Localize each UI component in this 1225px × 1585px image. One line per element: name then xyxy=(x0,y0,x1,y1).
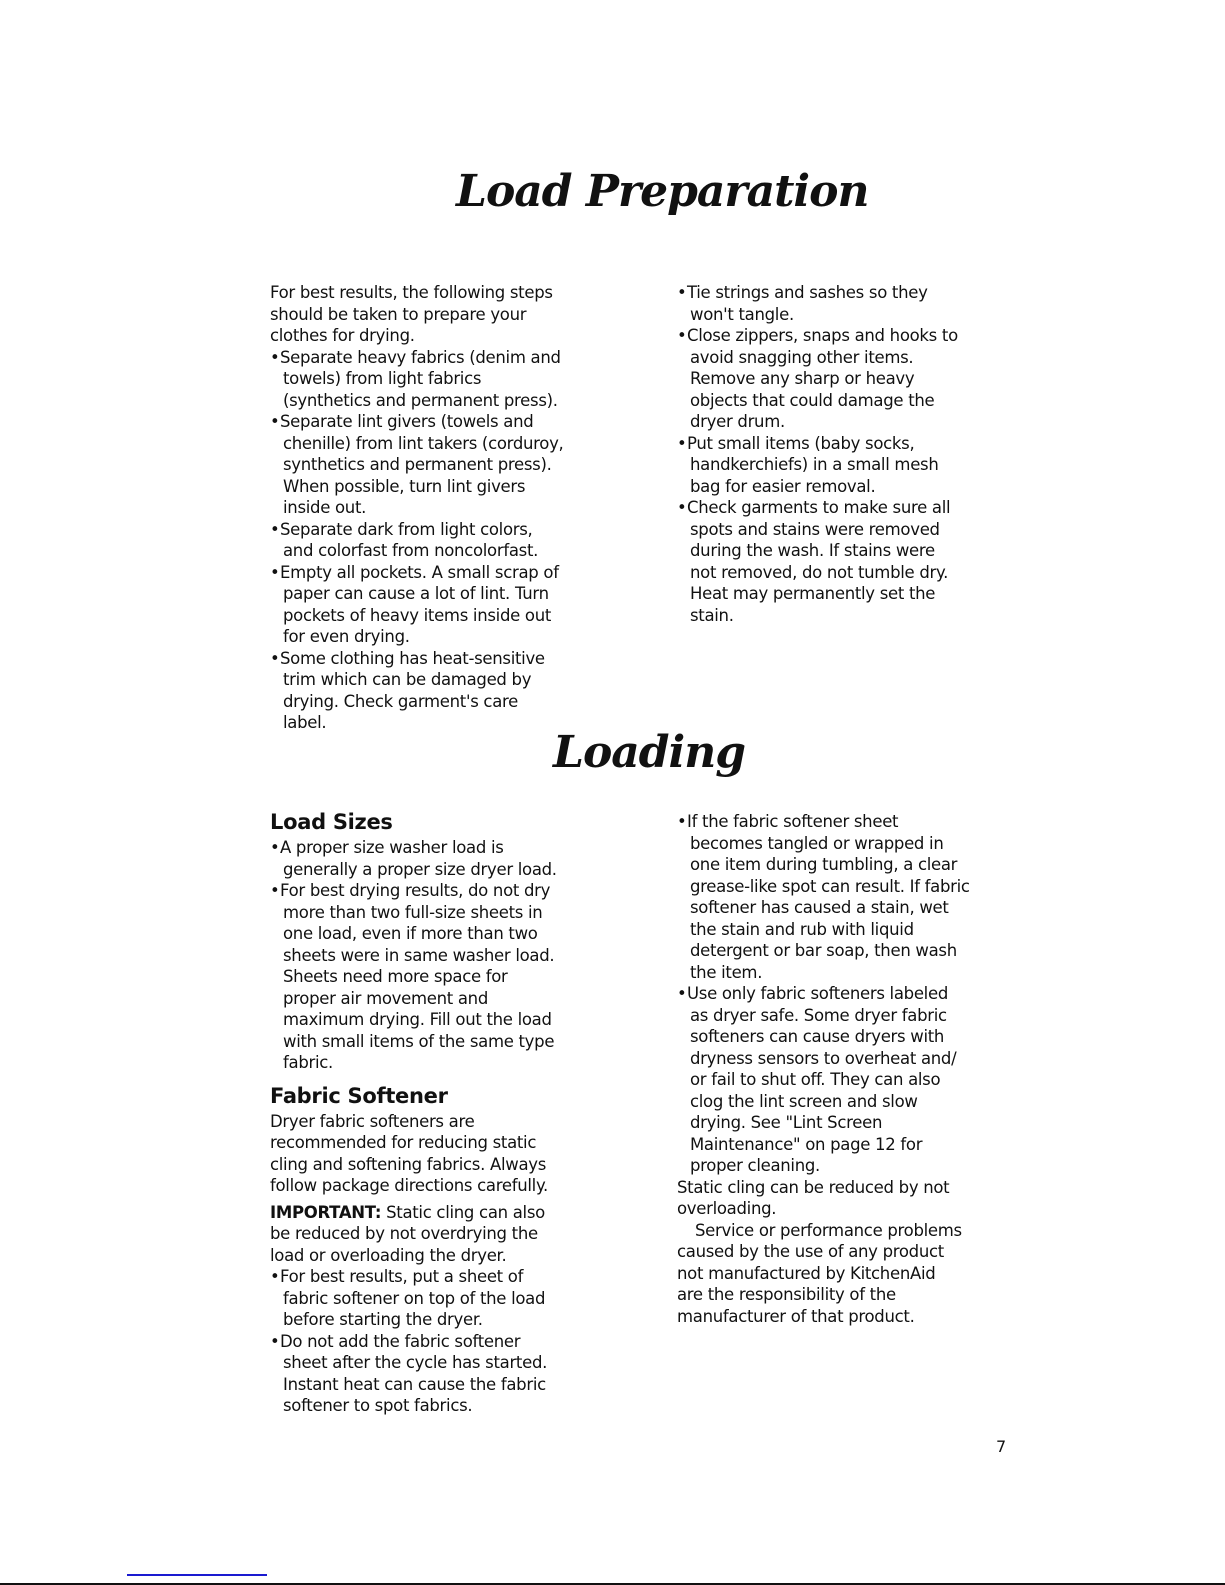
text-line: the item. xyxy=(690,962,763,982)
text-line: not manufactured by KitchenAid xyxy=(677,1263,936,1283)
text-line: one load, even if more than two xyxy=(283,924,538,943)
text-line: sheets were in same washer load. xyxy=(283,945,555,965)
subheading: Fabric Softener xyxy=(270,1083,448,1108)
text-line: Static cling can also xyxy=(381,1202,545,1222)
text-line: label. xyxy=(283,713,327,732)
bullet-item: • If the fabric softener sheet xyxy=(677,811,970,833)
subheading: Load Sizes xyxy=(270,810,393,834)
text-line: handkerchiefs) in a small mesh xyxy=(690,455,939,474)
text-line: clog the lint screen and slow xyxy=(690,1091,918,1111)
text-line: follow package directions carefully. xyxy=(270,1176,549,1195)
text-line: paper can cause a lot of lint. Turn xyxy=(283,584,549,603)
bullet-item: • For best results, put a sheet of xyxy=(270,1266,557,1288)
text-line: Remove any sharp or heavy xyxy=(690,369,915,388)
bullet-item: • Empty all pockets. A small scrap of xyxy=(270,562,564,584)
text-line: load or overloading the dryer. xyxy=(270,1245,507,1265)
text-line: won't tangle. xyxy=(690,304,794,324)
text-line: fabric. xyxy=(283,1053,333,1072)
text-line: drying. Check garment's care xyxy=(283,691,518,711)
text-line: maximum drying. Fill out the load xyxy=(283,1010,552,1029)
important-note-line xyxy=(270,1202,557,1224)
text-line: For best results, the following steps xyxy=(270,283,553,302)
text-line: towels) from light fabrics xyxy=(283,369,482,388)
important-label: IMPORTANT: xyxy=(270,1202,382,1222)
section-title-load-preparation: Load Preparation xyxy=(456,166,869,217)
text-line: are the responsibility of the xyxy=(677,1285,896,1304)
text-line: softener has caused a stain, wet xyxy=(690,898,949,917)
loading-left-column xyxy=(270,808,557,1417)
text-line: before starting the dryer. xyxy=(283,1310,483,1329)
text-line: clothes for drying. xyxy=(270,326,415,345)
section-title-loading: Loading xyxy=(553,727,746,778)
text-line: dryer drum. xyxy=(690,412,785,431)
text-line: bag for easier removal. xyxy=(690,476,876,496)
bullet-item: • Do not add the fabric softener xyxy=(270,1331,557,1353)
text-line: softener to spot fabrics. xyxy=(283,1396,473,1415)
text-line: not removed, do not tumble dry. xyxy=(690,562,949,582)
text-line: proper cleaning. xyxy=(690,1156,820,1175)
text-line: avoid snagging other items. xyxy=(690,347,914,367)
text-line: becomes tangled or wrapped in xyxy=(690,833,944,853)
text-line: dryness sensors to overheat and/ xyxy=(690,1048,957,1068)
text-line: grease-like spot can result. If fabric xyxy=(690,876,970,896)
text-line: Dryer fabric softeners are xyxy=(270,1111,475,1131)
text-line: synthetics and permanent press). xyxy=(283,455,552,474)
text-line: cling and softening fabrics. Always xyxy=(270,1154,547,1174)
bullet-item: • Separate heavy fabrics (denim and xyxy=(270,347,564,369)
text-line: the stain and rub with liquid xyxy=(690,919,914,939)
text-line: trim which can be damaged by xyxy=(283,670,532,689)
page-number: 7 xyxy=(996,1437,1007,1456)
text-line: fabric softener on top of the load xyxy=(283,1288,546,1308)
text-line: Service or performance problems xyxy=(695,1220,962,1240)
text-line: inside out. xyxy=(283,498,367,517)
loading-right-column xyxy=(677,811,970,1327)
bullet-item: • Close zippers, snaps and hooks to xyxy=(677,325,958,347)
text-line: as dryer safe. Some dryer fabric xyxy=(690,1005,947,1025)
text-line: pockets of heavy items inside out xyxy=(283,605,552,625)
text-line: be reduced by not overdrying the xyxy=(270,1224,538,1243)
text-line: with small items of the same type xyxy=(283,1031,555,1051)
bullet-item: • Separate dark from light colors, xyxy=(270,519,564,541)
text-line: for even drying. xyxy=(283,627,410,646)
text-line: Static cling can be reduced by not xyxy=(677,1177,950,1197)
text-line: and colorfast from noncolorfast. xyxy=(283,541,539,560)
bullet-item: • Check garments to make sure all xyxy=(677,497,958,519)
load-preparation-left-column xyxy=(270,282,564,734)
text-line: sheet after the cycle has started. xyxy=(283,1353,548,1372)
text-line: spots and stains were removed xyxy=(690,519,940,539)
bullet-item: • For best drying results, do not dry xyxy=(270,880,557,902)
text-line: should be taken to prepare your xyxy=(270,304,527,324)
text-line: Instant heat can cause the fabric xyxy=(283,1374,546,1394)
bullet-item: • Use only fabric softeners labeled xyxy=(677,983,970,1005)
text-line: Sheets need more space for xyxy=(283,967,508,986)
text-line: caused by the use of any product xyxy=(677,1242,944,1261)
text-line: detergent or bar soap, then wash xyxy=(690,941,957,960)
text-line: chenille) from lint takers (corduroy, xyxy=(283,433,564,453)
text-line: Maintenance" on page 12 for xyxy=(690,1134,923,1154)
text-line: objects that could damage the xyxy=(690,390,935,410)
bullet-item: • Separate lint givers (towels and xyxy=(270,411,564,433)
bullet-item: • A proper size washer load is xyxy=(270,837,557,859)
text-line: drying. See "Lint Screen xyxy=(690,1113,883,1132)
text-line: recommended for reducing static xyxy=(270,1133,537,1152)
text-line: Heat may permanently set the xyxy=(690,584,936,603)
text-line: during the wash. If stains were xyxy=(690,541,935,560)
text-line: manufacturer of that product. xyxy=(677,1306,915,1326)
bullet-item: • Put small items (baby socks, xyxy=(677,433,958,455)
text-line: softeners can cause dryers with xyxy=(690,1027,945,1046)
text-line: generally a proper size dryer load. xyxy=(283,859,557,879)
text-line: proper air movement and xyxy=(283,988,488,1008)
text-line: stain. xyxy=(690,605,734,625)
text-line: (synthetics and permanent press). xyxy=(283,390,558,410)
text-line: more than two full-size sheets in xyxy=(283,902,543,922)
load-preparation-right-column xyxy=(677,282,958,626)
link-underline xyxy=(127,1574,267,1576)
text-line: overloading. xyxy=(677,1199,777,1218)
text-line: or fail to shut off. They can also xyxy=(690,1070,941,1089)
bullet-item: • Tie strings and sashes so they xyxy=(677,282,958,304)
text-line: one item during tumbling, a clear xyxy=(690,855,958,874)
bullet-item: • Some clothing has heat-sensitive xyxy=(270,648,564,670)
text-line: When possible, turn lint givers xyxy=(283,476,526,496)
